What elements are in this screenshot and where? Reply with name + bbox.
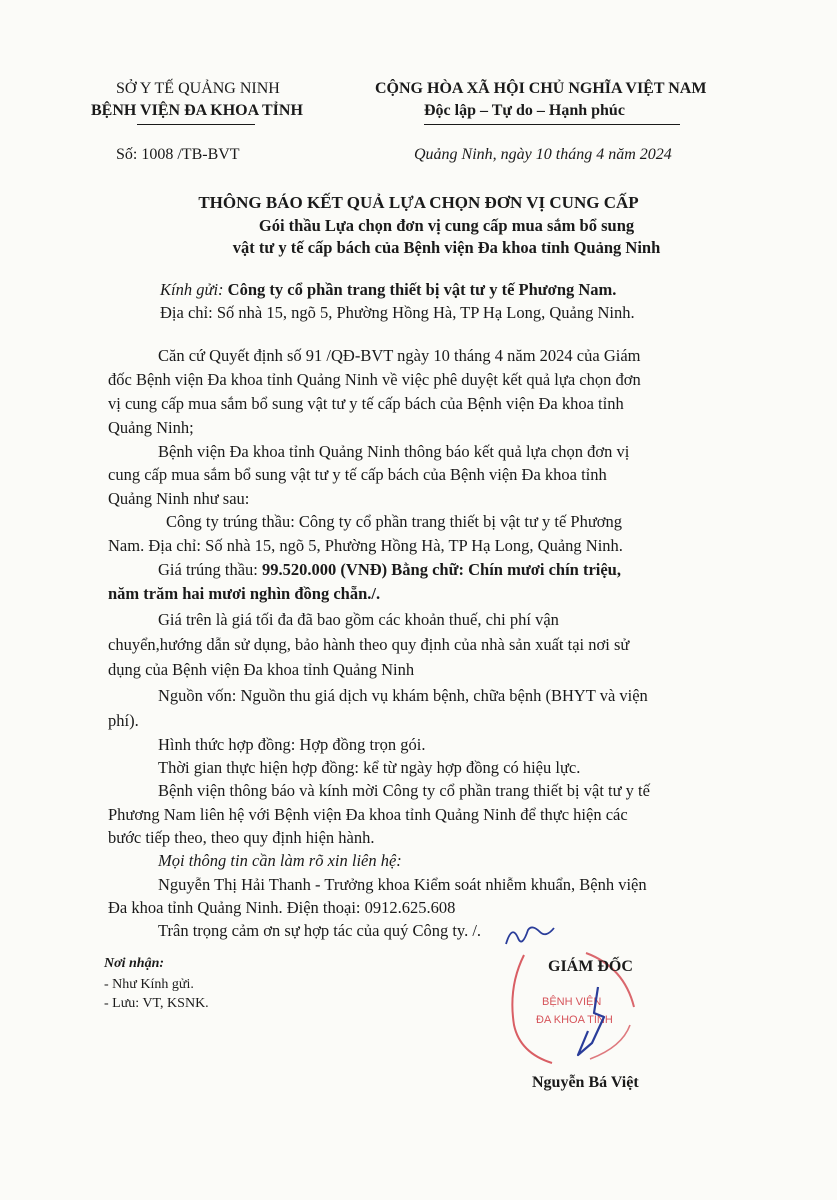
recipient-label: Kính gửi: xyxy=(160,280,224,299)
contract-type: Hình thức hợp đồng: Hợp đồng trọn gói. xyxy=(158,735,426,754)
document-number: Số: 1008 /TB-BVT xyxy=(116,146,240,163)
stamp-text-top: BỆNH VIỆN xyxy=(542,996,602,1008)
price-line xyxy=(158,560,621,580)
para3-line2: Nam. Địa chỉ: Số nhà 15, ngõ 5, Phường Hồng Hà, TP Hạ Long, Quảng Ninh. xyxy=(108,536,623,555)
para2-line1: Bệnh viện Đa khoa tỉnh Quảng Ninh thông báo kết quả lựa chọn đơn vị xyxy=(158,442,630,461)
price-in-words: năm trăm hai mươi nghìn đồng chẵn./. xyxy=(108,584,381,603)
para5-line3: dụng của Bệnh viện Đa khoa tỉnh Quảng Ninh xyxy=(108,660,415,679)
para6-line1: Nguồn vốn: Nguồn thu giá dịch vụ khám bệnh, chữa bệnh (BHYT và viện xyxy=(158,686,648,705)
recipients-label: Nơi nhận: xyxy=(104,956,165,971)
closing-line: Trân trọng cảm ơn sự hợp tác của quý Công ty. /. xyxy=(158,921,482,940)
national-motto: Độc lập – Tự do – Hạnh phúc xyxy=(424,102,625,119)
hospital-name: BỆNH VIỆN ĐA KHOA TỈNH xyxy=(91,102,303,119)
stamp-text-bottom: ĐA KHOA TỈNH xyxy=(536,1014,613,1026)
agency-name: SỞ Y TẾ QUẢNG NINH xyxy=(116,80,280,97)
recipient-address: Địa chỉ: Số nhà 15, ngõ 5, Phường Hồng Hà, TP Hạ Long, Quảng Ninh. xyxy=(160,303,635,322)
signature-flourish-icon xyxy=(500,918,560,952)
signatory-title: GIÁM ĐỐC xyxy=(548,958,633,975)
recipient-line xyxy=(160,280,616,300)
para6-line2: phí). xyxy=(108,711,139,730)
contract-duration: Thời gian thực hiện hợp đồng: kể từ ngày hợp đồng có hiệu lực. xyxy=(158,758,581,777)
place-date: Quảng Ninh, ngày 10 tháng 4 năm 2024 xyxy=(414,146,672,163)
para3-line1: Công ty trúng thầu: Công ty cổ phần trang thiết bị vật tư y tế Phương xyxy=(166,512,623,531)
para9-line2: Phương Nam liên hệ với Bệnh viện Đa khoa tỉnh Quảng Ninh để thực hiện các xyxy=(108,805,628,824)
recipient-item-2: - Lưu: VT, KSNK. xyxy=(104,996,209,1011)
contact-line2: Đa khoa tỉnh Quảng Ninh. Điện thoại: 0912.625.608 xyxy=(108,898,456,917)
para1-line2: đốc Bệnh viện Đa khoa tỉnh Quảng Ninh về việc phê duyệt kết quả lựa chọn đơn xyxy=(108,370,641,389)
signatory-name: Nguyễn Bá Việt xyxy=(532,1074,639,1091)
contact-line1: Nguyễn Thị Hải Thanh - Trưởng khoa Kiểm soát nhiễm khuẩn, Bệnh viện xyxy=(158,875,647,894)
recipient-name: Công ty cổ phần trang thiết bị vật tư y tế Phương Nam. xyxy=(227,280,617,299)
para5-line2: chuyển,hướng dẫn sử dụng, bảo hành theo quy định của nhà sản xuất tại nơi sử xyxy=(108,635,630,654)
national-title: CỘNG HÒA XÃ HỘI CHỦ NGHĨA VIỆT NAM xyxy=(375,80,707,97)
para9-line1: Bệnh viện thông báo và kính mời Công ty cổ phần trang thiết bị vật tư y tế xyxy=(158,781,650,800)
header-right-underline xyxy=(424,124,680,125)
contact-intro: Mọi thông tin cần làm rõ xin liên hệ: xyxy=(158,851,402,870)
para1-line4: Quảng Ninh; xyxy=(108,418,194,437)
para9-line3: bước tiếp theo, theo quy định hiện hành. xyxy=(108,828,375,847)
document-subtitle-line2: vật tư y tế cấp bách của Bệnh viện Đa khoa tỉnh Quảng Ninh xyxy=(232,238,661,257)
document-subtitle-line1: Gói thầu Lựa chọn đơn vị cung cấp mua sắm bổ sung xyxy=(258,216,635,235)
price-value: 99.520.000 (VNĐ) Bằng chữ: Chín mươi chín triệu, xyxy=(262,560,621,579)
para5-line1: Giá trên là giá tối đa đã bao gồm các khoản thuế, chi phí vận xyxy=(158,610,559,629)
recipient-item-1: - Như Kính gửi. xyxy=(104,977,194,992)
para2-line2: cung cấp mua sắm bổ sung vật tư y tế cấp bách của Bệnh viện Đa khoa tỉnh xyxy=(108,465,607,484)
para1-line1: Căn cứ Quyết định số 91 /QĐ-BVT ngày 10 tháng 4 năm 2024 của Giám xyxy=(158,346,641,365)
document-title: THÔNG BÁO KẾT QUẢ LỰA CHỌN ĐƠN VỊ CUNG CẤP xyxy=(198,193,639,212)
para1-line3: vị cung cấp mua sắm bổ sung vật tư y tế cấp bách của Bệnh viện Đa khoa tỉnh xyxy=(108,394,624,413)
header-left-underline xyxy=(137,124,255,125)
para2-line3: Quảng Ninh như sau: xyxy=(108,489,250,508)
price-label: Giá trúng thầu: xyxy=(158,560,263,579)
